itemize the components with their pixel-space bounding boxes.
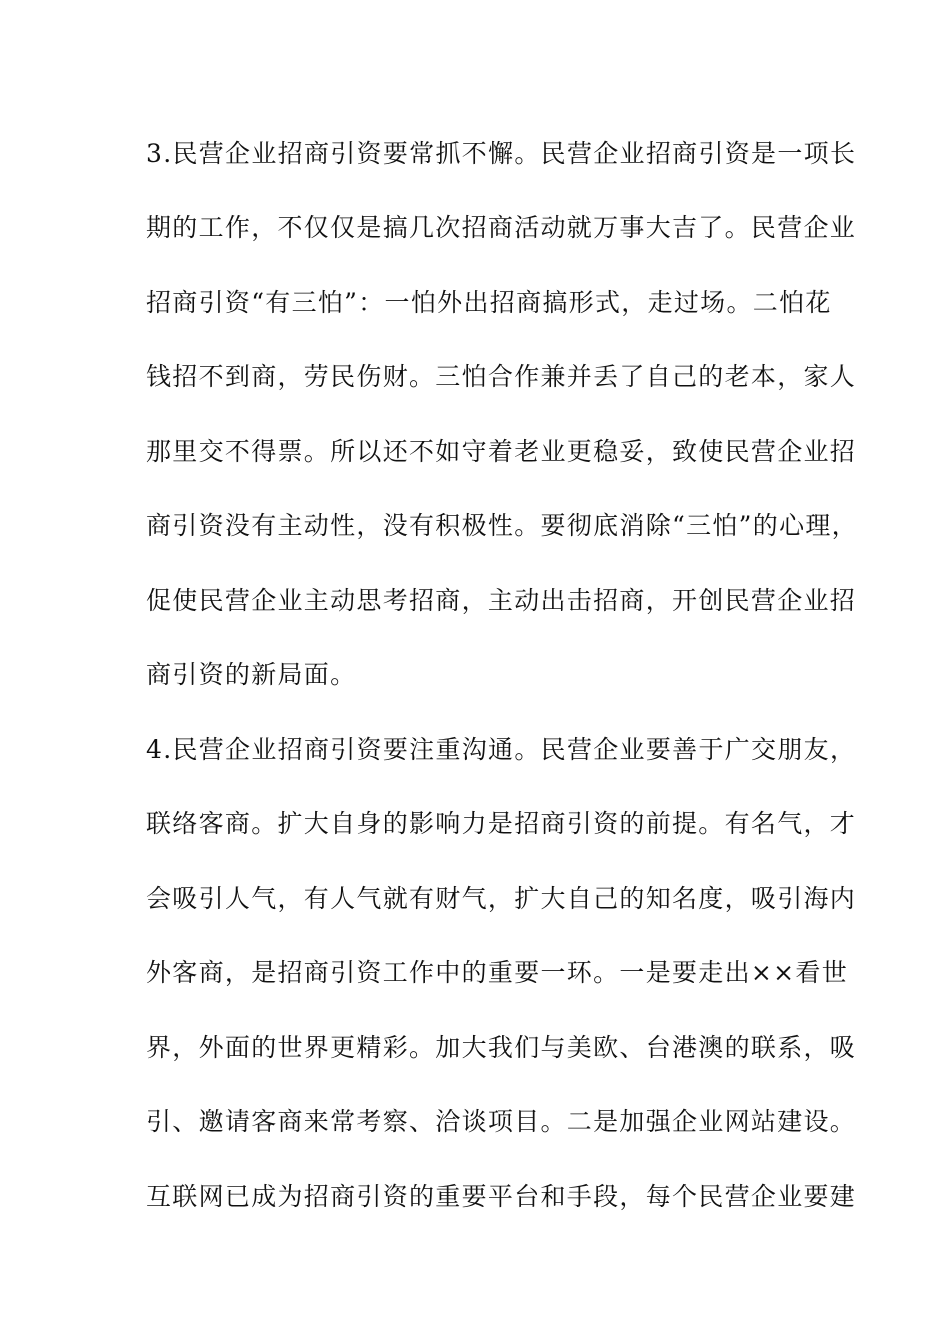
- text-line-6: 商引资没有主动性，没有积极性。要彻底消除“三怕”的心理，: [146, 511, 858, 540]
- text-line-9: 4.民营企业招商引资要注重沟通。民营企业要善于广交朋友，: [146, 735, 857, 764]
- text-line-13: 界，外面的世界更精彩。加大我们与美欧、台港澳的联系，吸: [146, 1033, 857, 1062]
- text-line-14: 引、邀请客商来常考察、洽谈项目。二是加强企业网站建设。: [146, 1107, 857, 1136]
- text-line-5: 那里交不得票。所以还不如守着老业更稳妥，致使民营企业招: [146, 437, 857, 466]
- text-line-12: 外客商，是招商引资工作中的重要一环。一是要走出××看世: [146, 958, 848, 987]
- text-line-15: 互联网已成为招商引资的重要平台和手段，每个民营企业要建: [146, 1182, 857, 1211]
- text-line-4: 钱招不到商，劳民伤财。三怕合作兼并丢了自己的老本，家人: [146, 362, 857, 391]
- text-line-2: 期的工作，不仅仅是搞几次招商活动就万事大吉了。民营企业: [146, 213, 857, 242]
- text-line-7: 促使民营企业主动思考招商，主动出击招商，开创民营企业招: [146, 586, 857, 615]
- text-line-1: 3.民营企业招商引资要常抓不懈。民营企业招商引资是一项长: [146, 139, 857, 168]
- text-line-10: 联络客商。扩大自身的影响力是招商引资的前提。有名气，才: [146, 809, 857, 838]
- text-line-3: 招商引资“有三怕”：一怕外出招商搞形式，走过场。二怕花: [146, 288, 832, 317]
- text-line-11: 会吸引人气，有人气就有财气，扩大自己的知名度，吸引海内: [146, 884, 857, 913]
- text-line-8: 商引资的新局面。: [146, 660, 357, 689]
